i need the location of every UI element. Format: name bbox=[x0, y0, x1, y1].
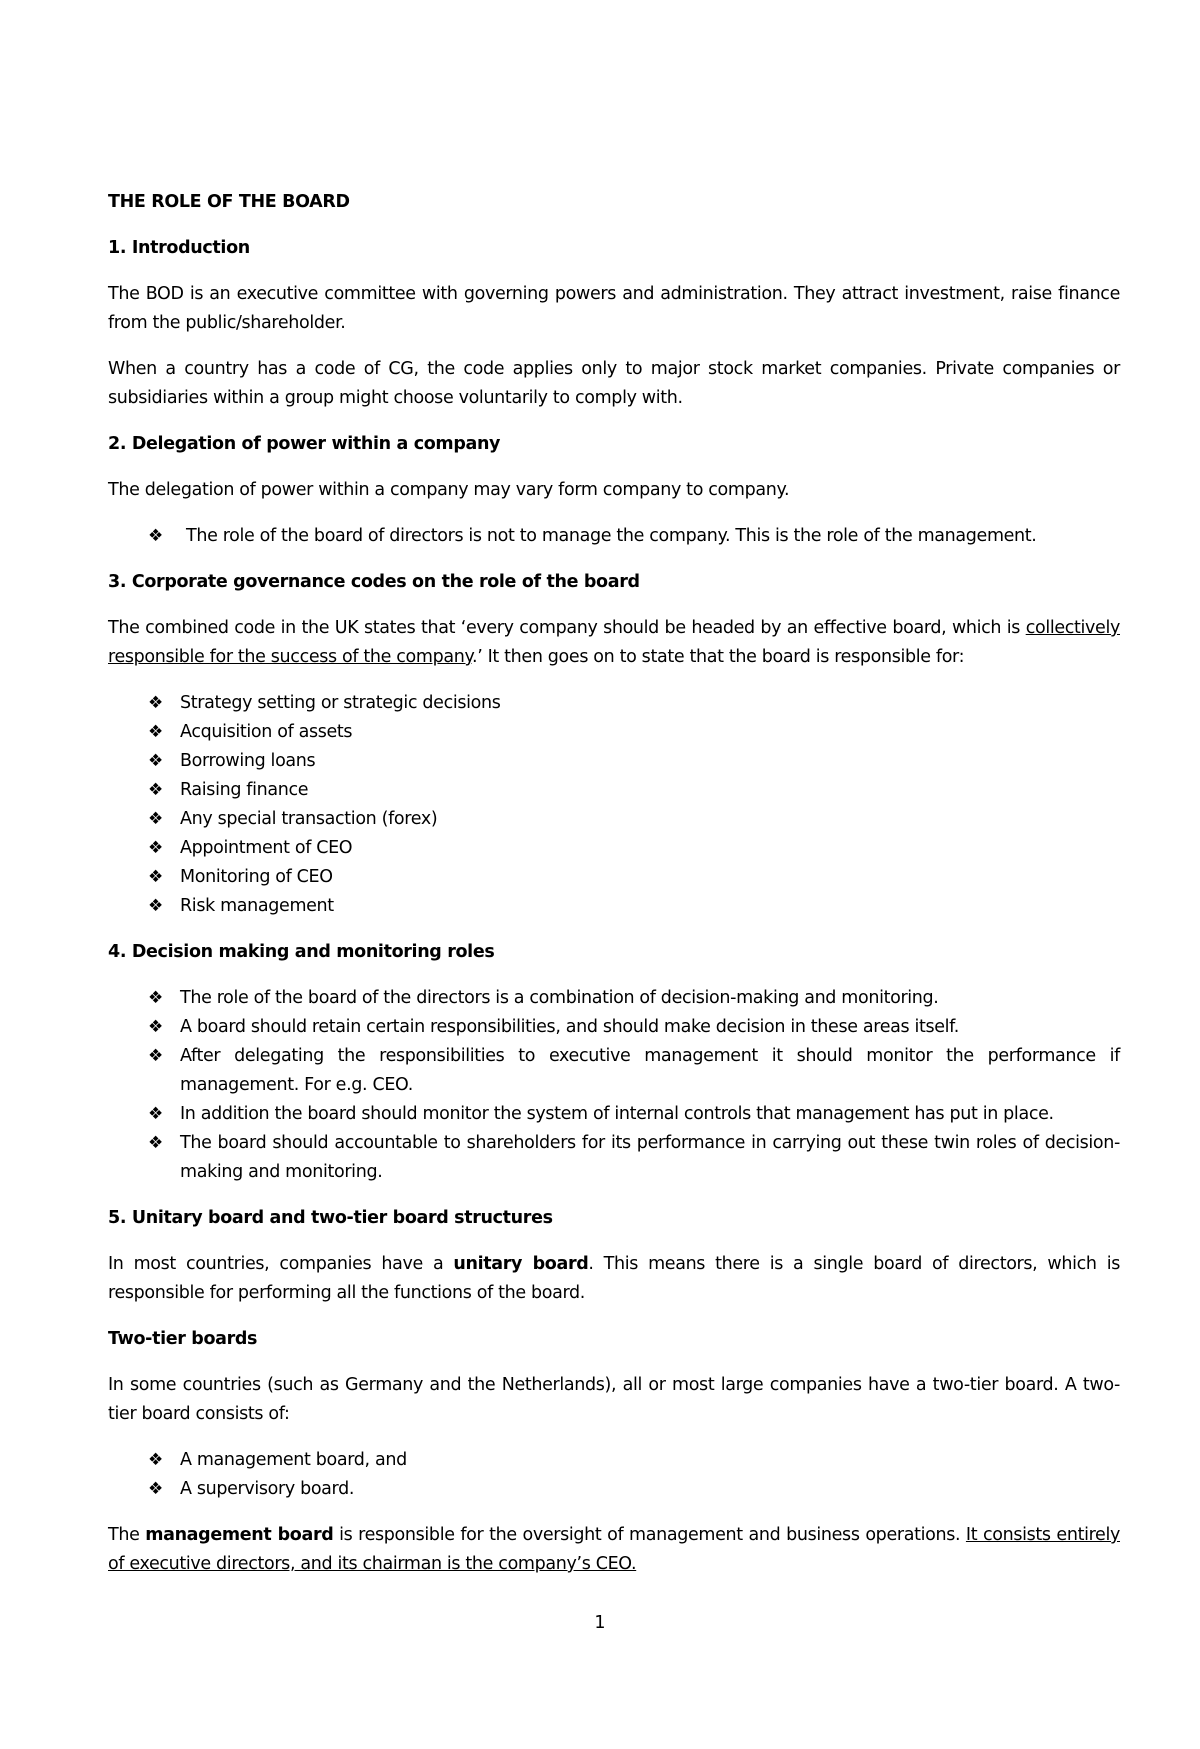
text-run: is responsible for the oversight of management and business operations. bbox=[333, 1525, 966, 1545]
list-item-text: After delegating the responsibilities to executive management it should monitor the performance if management. For e.g. CEO. bbox=[180, 1046, 1120, 1095]
list-item bbox=[108, 689, 1120, 718]
bullet-list bbox=[108, 1446, 1120, 1504]
list-item-text: A management board, and bbox=[180, 1450, 407, 1470]
text-run: In most countries, companies have a bbox=[108, 1254, 454, 1274]
list-item-text: In addition the board should monitor the system of internal controls that management has put in place. bbox=[180, 1104, 1054, 1124]
list-item bbox=[108, 1446, 1120, 1475]
diamond-bullet-icon: ❖ bbox=[148, 1479, 163, 1499]
section-heading-decision-making: 4. Decision making and monitoring roles bbox=[108, 942, 495, 962]
paragraph bbox=[108, 1250, 1120, 1308]
bullet-list bbox=[108, 984, 1120, 1187]
list-item-text: The role of the board of directors is not to manage the company. This is the role of the management. bbox=[186, 526, 1037, 546]
list-item bbox=[108, 1475, 1120, 1504]
bullet-list bbox=[108, 522, 1120, 551]
diamond-bullet-icon: ❖ bbox=[148, 693, 163, 713]
section-heading-cg-codes: 3. Corporate governance codes on the role of the board bbox=[108, 572, 640, 592]
diamond-bullet-icon: ❖ bbox=[148, 1104, 163, 1124]
document-body bbox=[108, 188, 1120, 1579]
text-run: The bbox=[108, 1525, 146, 1545]
diamond-bullet-icon: ❖ bbox=[148, 1046, 163, 1066]
diamond-bullet-icon: ❖ bbox=[148, 867, 163, 887]
list-item-text: Strategy setting or strategic decisions bbox=[180, 693, 501, 713]
diamond-bullet-icon: ❖ bbox=[148, 526, 163, 546]
diamond-bullet-icon: ❖ bbox=[148, 722, 163, 742]
list-item bbox=[108, 863, 1120, 892]
list-item-text: Any special transaction (forex) bbox=[180, 809, 438, 829]
diamond-bullet-icon: ❖ bbox=[148, 1017, 163, 1037]
paragraph bbox=[108, 614, 1120, 672]
list-item bbox=[108, 1100, 1120, 1129]
paragraph bbox=[108, 1521, 1120, 1579]
list-item-text: Monitoring of CEO bbox=[180, 867, 333, 887]
list-item bbox=[108, 1042, 1120, 1100]
bullet-list bbox=[108, 689, 1120, 921]
list-item-text: The role of the board of the directors is a combination of decision-making and monitoring. bbox=[180, 988, 939, 1008]
document-title: THE ROLE OF THE BOARD bbox=[108, 192, 350, 212]
text-run: . This means there is a single board of directors, which is responsible for performing all the functions of the board. bbox=[108, 1254, 1120, 1303]
diamond-bullet-icon: ❖ bbox=[148, 1133, 163, 1153]
page-number: 1 bbox=[594, 1613, 606, 1633]
list-item-text: A board should retain certain responsibilities, and should make decision in these areas itself. bbox=[180, 1017, 959, 1037]
list-item bbox=[108, 1129, 1120, 1187]
text-run: .’ It then goes on to state that the board is responsible for: bbox=[471, 647, 965, 667]
list-item-text: Borrowing loans bbox=[180, 751, 316, 771]
bold-text: unitary board bbox=[453, 1254, 589, 1274]
list-item bbox=[108, 984, 1120, 1013]
section-heading-board-structures: 5. Unitary board and two-tier board structures bbox=[108, 1208, 553, 1228]
diamond-bullet-icon: ❖ bbox=[148, 809, 163, 829]
diamond-bullet-icon: ❖ bbox=[148, 1450, 163, 1470]
paragraph: The BOD is an executive committee with governing powers and administration. They attract investment, raise finance from the public/shareholder. bbox=[108, 284, 1120, 333]
bold-text: management board bbox=[145, 1525, 334, 1545]
text-run: The combined code in the UK states that ‘every company should be headed by an effective board, which is bbox=[108, 618, 1026, 638]
paragraph: The delegation of power within a company may vary form company to company. bbox=[108, 480, 790, 500]
list-item-text: Raising finance bbox=[180, 780, 309, 800]
list-item bbox=[108, 1013, 1120, 1042]
list-item-text: Acquisition of assets bbox=[180, 722, 353, 742]
diamond-bullet-icon: ❖ bbox=[148, 751, 163, 771]
list-item bbox=[108, 892, 1120, 921]
list-item bbox=[108, 747, 1120, 776]
list-item-text: Risk management bbox=[180, 896, 334, 916]
section-heading-introduction: 1. Introduction bbox=[108, 238, 250, 258]
list-item-text: The board should accountable to shareholders for its performance in carrying out these twin roles of decision-making and monitoring. bbox=[180, 1133, 1120, 1182]
paragraph: In some countries (such as Germany and the Netherlands), all or most large companies have a two-tier board. A two-tier board consists of: bbox=[108, 1375, 1120, 1424]
diamond-bullet-icon: ❖ bbox=[148, 780, 163, 800]
sub-heading-two-tier-boards: Two-tier boards bbox=[108, 1329, 258, 1349]
paragraph: When a country has a code of CG, the code applies only to major stock market companies. Private companies or subsidiaries within a group might choose voluntarily to comply with. bbox=[108, 359, 1120, 408]
section-heading-delegation: 2. Delegation of power within a company bbox=[108, 434, 501, 454]
list-item bbox=[108, 805, 1120, 834]
list-item bbox=[108, 522, 1120, 551]
diamond-bullet-icon: ❖ bbox=[148, 988, 163, 1008]
diamond-bullet-icon: ❖ bbox=[148, 896, 163, 916]
underlined-text: collectively responsible for the success of the company bbox=[108, 618, 1120, 667]
list-item bbox=[108, 718, 1120, 747]
list-item bbox=[108, 834, 1120, 863]
list-item-text: A supervisory board. bbox=[180, 1479, 355, 1499]
diamond-bullet-icon: ❖ bbox=[148, 838, 163, 858]
underlined-text: It consists entirely of executive directors, and its chairman is the company’s CEO. bbox=[108, 1525, 1120, 1574]
list-item-text: Appointment of CEO bbox=[180, 838, 353, 858]
list-item bbox=[108, 776, 1120, 805]
